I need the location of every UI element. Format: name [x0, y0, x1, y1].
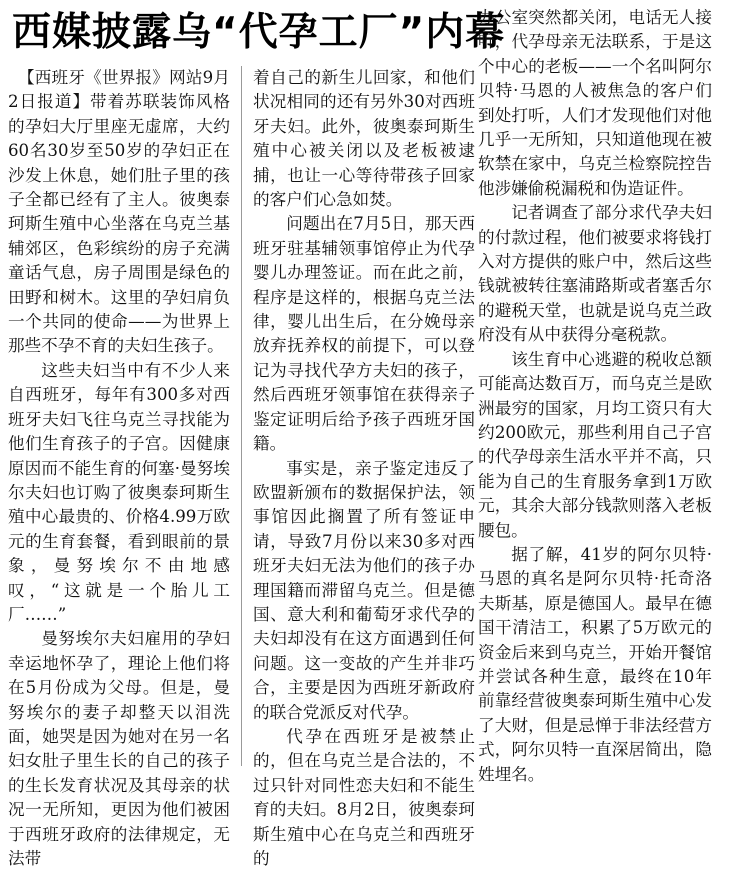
- paragraph: 问题出在7月5日，那天西班牙驻基辅领事馆停止为代孕婴儿办理签证。而在此之前，程序是这样的，根据乌克兰法律，婴儿出生后，在分娩母亲放弃抚养权的前提下，可以登记为寻找代孕方夫妇的孩子，然后西班牙领事馆在获得亲子鉴定证明后给予孩子西班牙国籍。: [253, 214, 475, 454]
- paragraph: 办公室突然都关闭，电话无人接听，代孕母亲无法联系，于是这个中心的老板——一个名叫阿尔贝特·马恩的人被焦急的客户们到处打听，人们才发现他们对他几乎一无所知，只知道他现在被软禁在家中，乌克兰检察院控告他涉嫌偷税漏税和伪造证件。: [478, 8, 712, 198]
- paragraph: 代孕在西班牙是被禁止的，但在乌克兰是合法的，不过只针对同性恋夫妇和不能生育的夫妇。8月2日，彼奥泰珂斯生殖中心在乌克兰和西班牙的: [253, 726, 475, 868]
- article-column-3: [478, 6, 712, 787]
- column-divider: [241, 66, 242, 766]
- paragraph: 着自己的新生儿回家，和他们状况相同的还有另外30对西班牙夫妇。此外，彼奥泰珂斯生殖中心被关闭以及老板被逮捕，也让一心等待带孩子回家的客户们心急如焚。: [253, 68, 475, 210]
- paragraph: 记者调查了部分求代孕夫妇的付款过程，他们被要求将钱打入对方提供的账户中，然后这些钱就被转往塞浦路斯或者塞舌尔的避税天堂，也就是说乌克兰政府没有从中获得分毫税款。: [478, 203, 712, 345]
- headline: 西媒披露乌“代孕工厂”内幕: [12, 10, 506, 55]
- paragraph: 该生育中心逃避的税收总额可能高达数百万，而乌克兰是欧洲最穷的国家，月均工资只有大约200欧元，那些利用自己子宫的代孕母亲生活水平并不高，只能为自己的生育服务拿到1万欧元，其余大部分钱款则落入老板腰包。: [478, 349, 712, 540]
- article-column-2: [253, 66, 475, 871]
- article-column-1: [8, 66, 230, 871]
- paragraph: 这些夫妇当中有不少人来自西班牙，每年有300多对西班牙夫妇飞往乌克兰寻找能为他们生育孩子的子宫。因健康原因而不能生育的何塞·曼努埃尔夫妇也订购了彼奥泰珂斯生殖中心最贵的、价格4.99万欧元的生育套餐，看到眼前的景象，曼努埃尔不由地感叹，“这就是一个胎儿工厂……”: [8, 360, 230, 624]
- paragraph: 曼努埃尔夫妇雇用的孕妇幸运地怀孕了，理论上他们将在5月份成为父母。但是，曼努埃尔的妻子却整天以泪洗面，她哭是因为她对在另一名妇女肚子里生长的自己的孩子的生长发育状况及其母亲的状况一无所知，更因为他们被困于西班牙政府的法律规定，无法带: [8, 629, 230, 868]
- paragraph: 事实是，亲子鉴定违反了欧盟新颁布的数据保护法，领事馆因此搁置了所有签证申请，导致7月份以来30多对西班牙夫妇无法为他们的孩子办理国籍而滞留乌克兰。但是德国、意大利和葡萄牙求代孕的夫妇却没有在这方面遇到任何问题。这一变故的产生并非巧合，主要是因为西班牙新政府的联合党派反对代孕。: [253, 458, 475, 722]
- paragraph: 据了解，41岁的阿尔贝特·马恩的真名是阿尔贝特·托奇洛夫斯基，原是德国人。最早在德国干清洁工，积累了5万欧元的资金后来到乌克兰，开始开餐馆并尝试各种生意，最终在10年前靠经营彼奥泰珂斯生殖中心发了大财，但是忌惮于非法经营方式，阿尔贝特一直深居简出，隐姓埋名。: [478, 544, 712, 784]
- paragraph: 【西班牙《世界报》网站9月2日报道】带着苏联装饰风格的孕妇大厅里座无虚席，大约60名30岁至50岁的孕妇正在沙发上休息，她们肚子里的孩子全都已经有了主人。彼奥泰珂斯生殖中心坐落在乌克兰基辅郊区，色彩缤纷的房子充满童话气息，房子周围是绿色的田野和树木。这里的孕妇肩负一个共同的使命——为世界上那些不孕不育的夫妇生孩子。: [8, 68, 230, 356]
